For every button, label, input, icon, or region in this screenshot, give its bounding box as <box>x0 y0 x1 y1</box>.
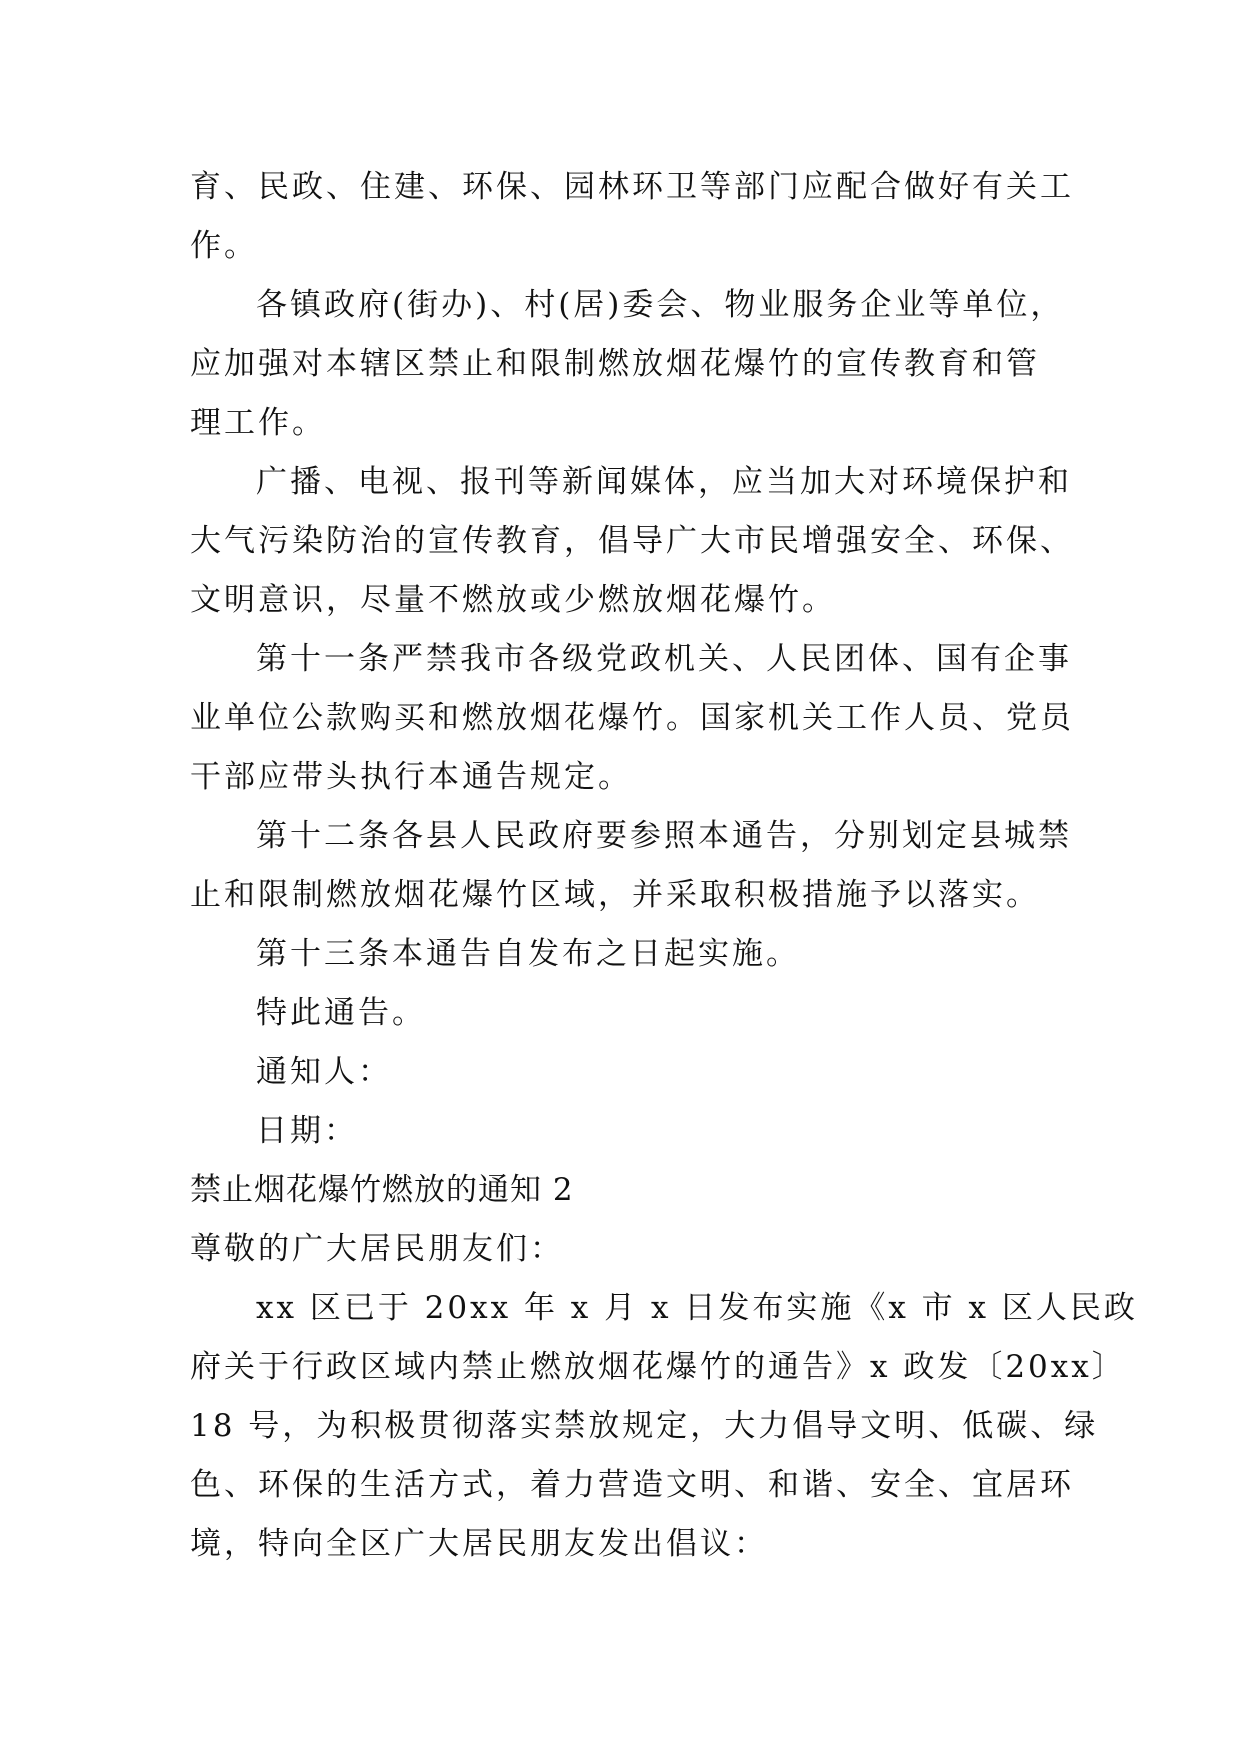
paragraph-start: 广播、电视、报刊等新闻媒体，应当加大对环境保护和 <box>256 464 1072 500</box>
text-line: 作。 <box>190 228 258 264</box>
text-line: 止和限制燃放烟花爆竹区域，并采取积极措施予以落实。 <box>190 877 1040 913</box>
text-line: 育、民政、住建、环保、园林环卫等部门应配合做好有关工 <box>190 169 1074 205</box>
date-label: 日期： <box>256 1113 358 1149</box>
text-line: 应加强对本辖区禁止和限制燃放烟花爆竹的宣传教育和管 <box>190 346 1040 382</box>
closing-statement: 特此通告。 <box>256 995 426 1031</box>
text-line: 色、环保的生活方式，着力营造文明、和谐、安全、宜居环 <box>190 1467 1074 1503</box>
text-line: 干部应带头执行本通告规定。 <box>190 759 632 795</box>
text-line: 理工作。 <box>190 405 326 441</box>
article-13: 第十三条本通告自发布之日起实施。 <box>256 936 800 972</box>
document-body <box>190 158 1138 1574</box>
paragraph-start: xx 区已于 20xx 年 x 月 x 日发布实施《x 市 x 区人民政 <box>256 1290 1138 1326</box>
article-11: 第十一条严禁我市各级党政机关、人民团体、国有企事 <box>256 641 1072 677</box>
section-title: 禁止烟花爆竹燃放的通知 2 <box>190 1172 574 1208</box>
text-line: 业单位公款购买和燃放烟花爆竹。国家机关工作人员、党员 <box>190 700 1074 736</box>
text-line: 府关于行政区域内禁止燃放烟花爆竹的通告》x 政发〔20xx〕 <box>190 1349 1126 1385</box>
text-line: 文明意识，尽量不燃放或少燃放烟花爆竹。 <box>190 582 836 618</box>
text-line: 18 号，为积极贯彻落实禁放规定，大力倡导文明、低碳、绿 <box>190 1408 1099 1444</box>
salutation: 尊敬的广大居民朋友们： <box>190 1231 564 1267</box>
text-line: 大气污染防治的宣传教育，倡导广大市民增强安全、环保、 <box>190 523 1074 559</box>
notifier-label: 通知人： <box>256 1054 392 1090</box>
text-line: 境，特向全区广大居民朋友发出倡议： <box>190 1526 768 1562</box>
article-12: 第十二条各县人民政府要参照本通告，分别划定县城禁 <box>256 818 1072 854</box>
paragraph-start: 各镇政府(街办)、村(居)委会、物业服务企业等单位， <box>256 287 1065 323</box>
